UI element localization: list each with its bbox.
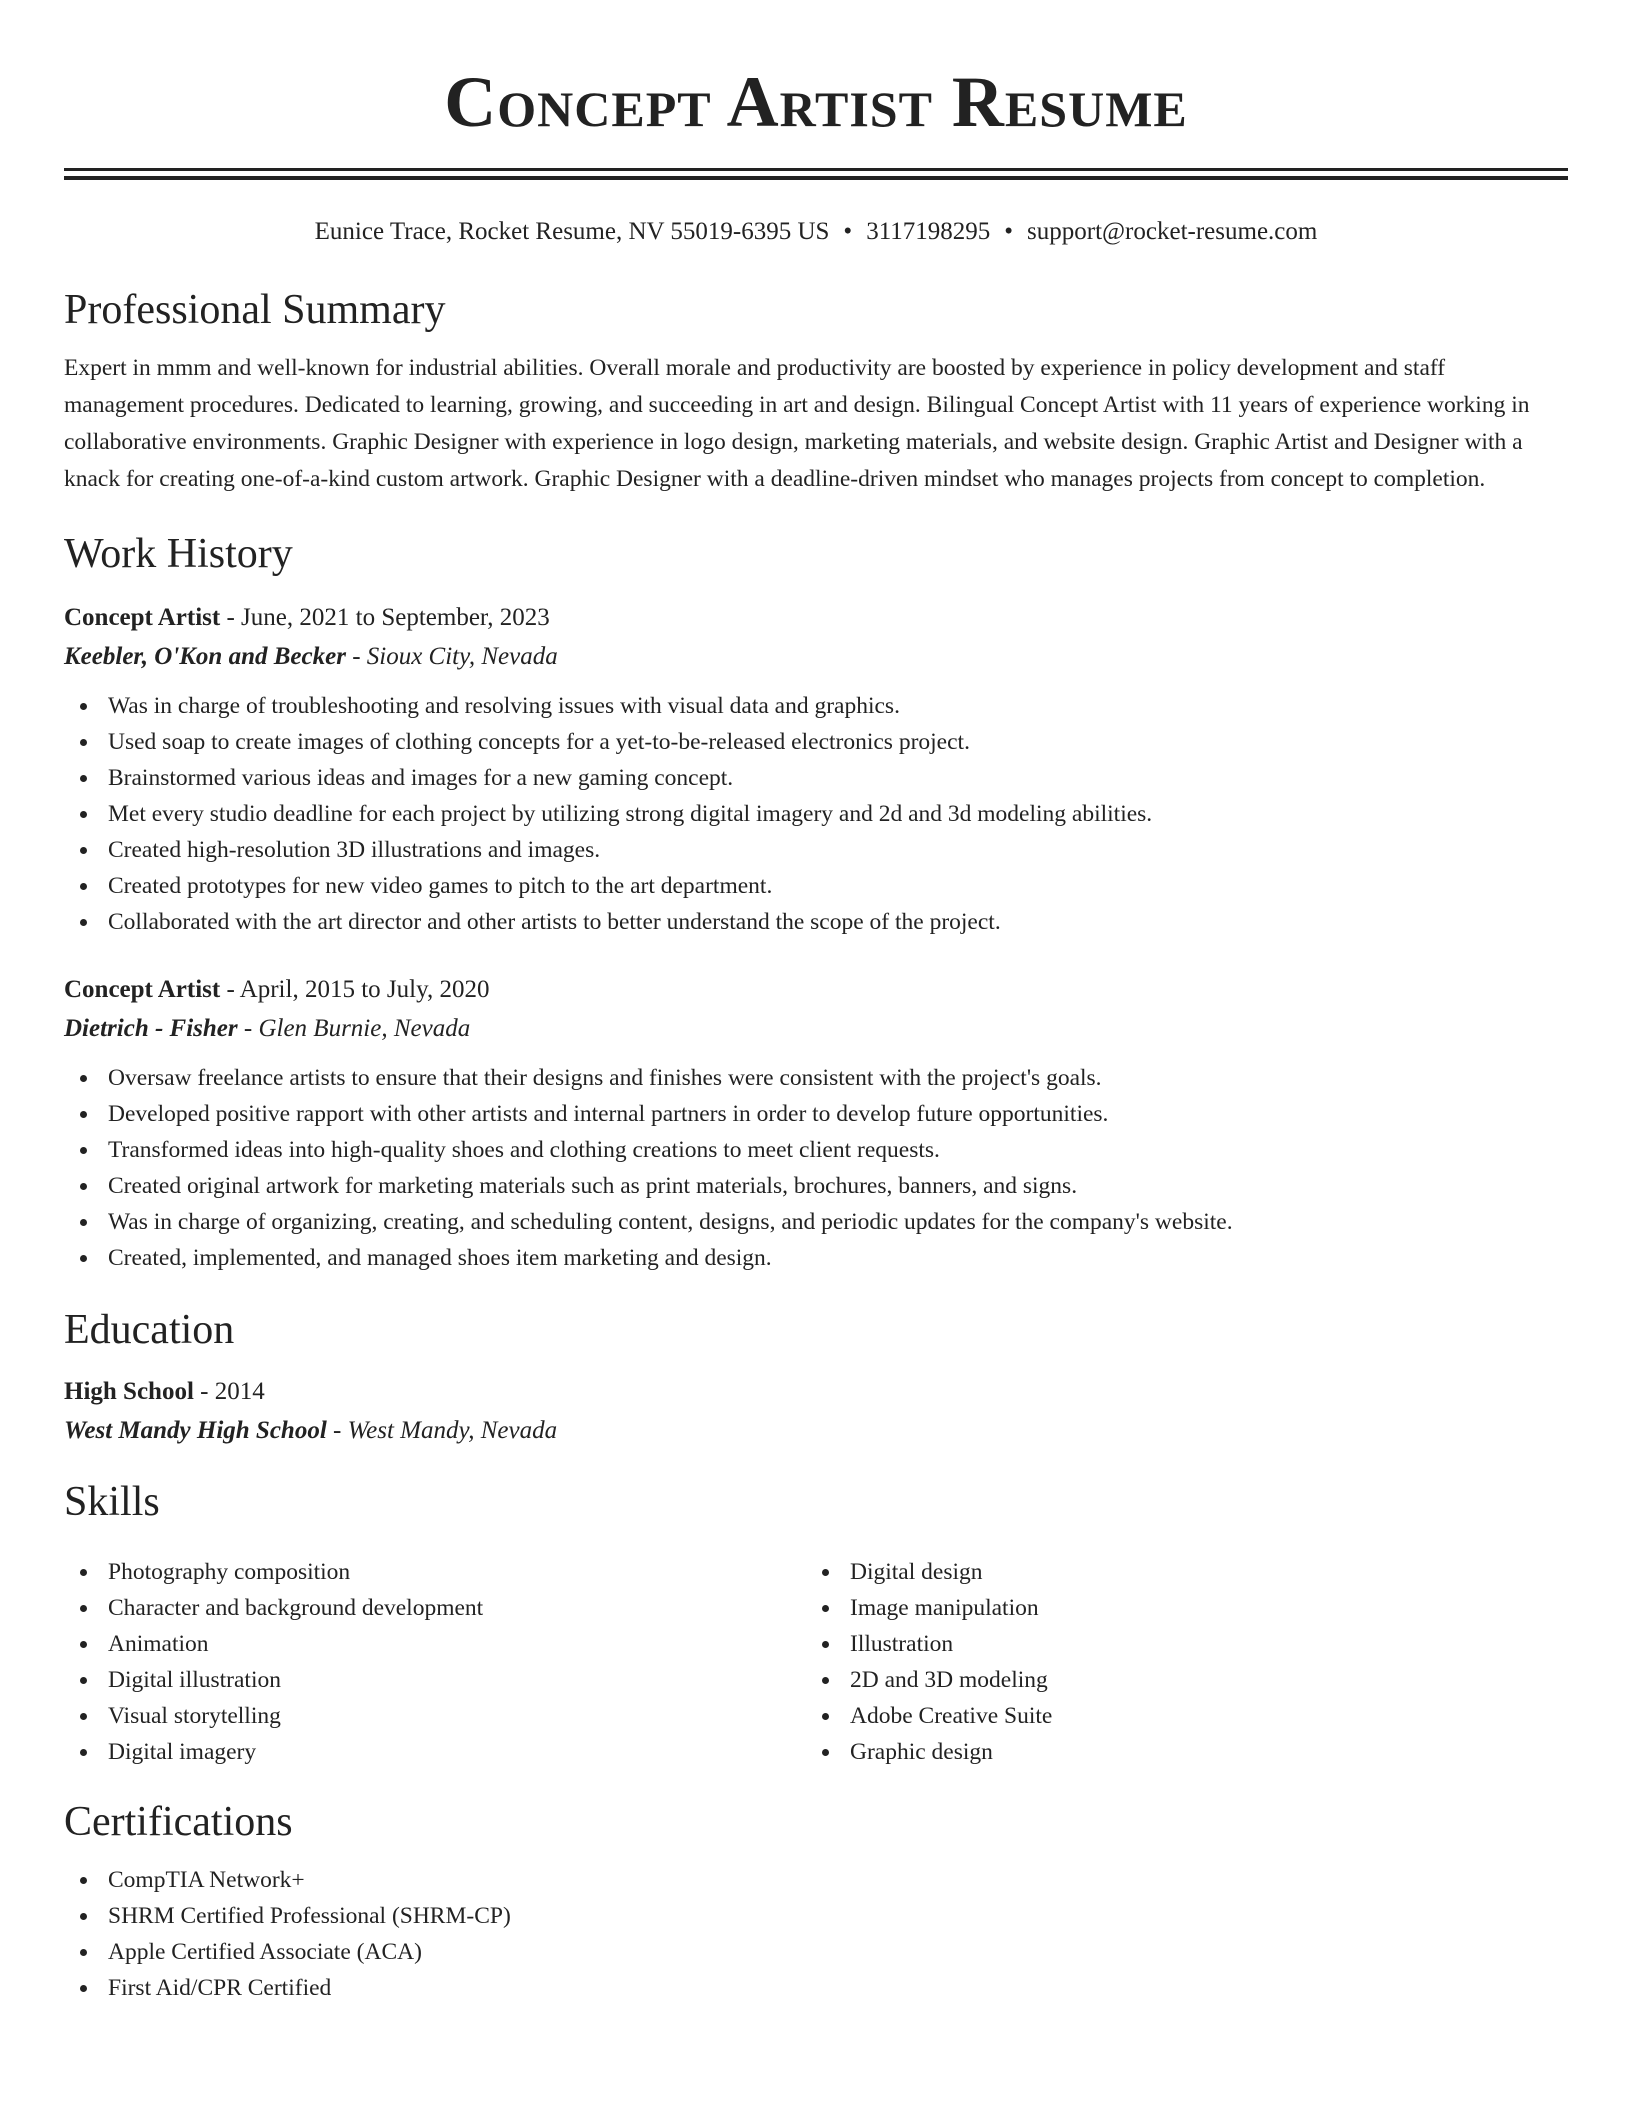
job-location: - Sioux City, Nevada xyxy=(345,643,558,670)
education-degree: High School xyxy=(64,1378,194,1405)
job-company: Keebler, O'Kon and Becker xyxy=(64,643,346,670)
page-title: Concept Artist Resume xyxy=(444,62,1188,142)
contact-phone: 3117198295 xyxy=(866,218,991,245)
job-title: Concept Artist xyxy=(64,976,221,1003)
summary-text: Expert in mmm and well-known for industrial abilities. Overall morale and productivity are boosted by experience in policy development and staff management procedures. Dedicated to learning, growing, and succeeding in art and design. Bilingual Concept Artist with 11 years of experience working in collaborative environments. Graphic Designer with experience in logo design, marketing materials, and website design. Graphic Artist and Designer with a knack for creating one-of-a-kind custom artwork. Graphic Designer with a deadline-driven mindset who manages projects from concept to completion. xyxy=(64,355,1530,492)
list-item: First Aid/CPR Certified xyxy=(64,1970,1568,2006)
list-item: 2D and 3D modeling xyxy=(806,1662,1548,1698)
education-location: - West Mandy, Nevada xyxy=(326,1417,558,1444)
job-company: Dietrich - Fisher xyxy=(64,1015,238,1042)
list-item: Developed positive rapport with other artists and internal partners in order to develop future opportunities. xyxy=(64,1096,1568,1132)
list-item: Visual storytelling xyxy=(64,1698,806,1734)
job-title: Concept Artist xyxy=(64,604,221,631)
skills-columns xyxy=(64,1542,1568,1770)
list-item: CompTIA Network+ xyxy=(64,1862,1568,1898)
job-title-line xyxy=(64,970,1568,1009)
list-item: Brainstormed various ideas and images for a new gaming concept. xyxy=(64,760,1568,796)
job-company-line xyxy=(64,1009,1568,1048)
list-item: Collaborated with the art director and other artists to better understand the scope of the project. xyxy=(64,904,1568,940)
list-item: Photography composition xyxy=(64,1554,806,1590)
education-school: West Mandy High School xyxy=(64,1417,327,1444)
job-entry xyxy=(64,598,1568,940)
list-item: Graphic design xyxy=(806,1734,1548,1770)
job-dates: - April, 2015 to July, 2020 xyxy=(220,976,490,1003)
job-bullet-list xyxy=(64,1060,1568,1276)
education-heading: Education xyxy=(64,1307,235,1353)
list-item: Created prototypes for new video games to pitch to the art department. xyxy=(64,868,1568,904)
list-item: Animation xyxy=(64,1626,806,1662)
skills-list-left xyxy=(64,1554,806,1770)
job-location: - Glen Burnie, Nevada xyxy=(237,1015,471,1042)
job-company-line xyxy=(64,637,1568,676)
list-item: Character and background development xyxy=(64,1590,806,1626)
list-item: Was in charge of troubleshooting and resolving issues with visual data and graphics. xyxy=(64,688,1568,724)
list-item: SHRM Certified Professional (SHRM-CP) xyxy=(64,1898,1568,1934)
list-item: Was in charge of organizing, creating, and scheduling content, designs, and periodic updates for the company's website. xyxy=(64,1204,1568,1240)
list-item: Created, implemented, and managed shoes item marketing and design. xyxy=(64,1240,1568,1276)
job-title-line xyxy=(64,598,1568,637)
contact-email: support@rocket-resume.com xyxy=(1027,218,1318,245)
list-item: Created original artwork for marketing materials such as print materials, brochures, banners, and signs. xyxy=(64,1168,1568,1204)
education-school-line xyxy=(64,1411,1568,1450)
certifications-list xyxy=(64,1862,1568,2006)
title-divider xyxy=(64,168,1568,180)
education-year: - 2014 xyxy=(193,1378,265,1405)
education-entry xyxy=(64,1372,1568,1450)
contact-address: Eunice Trace, Rocket Resume, NV 55019-6395 US xyxy=(314,218,830,245)
skills-heading: Skills xyxy=(64,1479,160,1525)
skills-list-right xyxy=(806,1554,1548,1770)
contact-separator: • xyxy=(843,218,853,245)
job-bullet-list xyxy=(64,688,1568,940)
list-item: Used soap to create images of clothing concepts for a yet-to-be-released electronics project. xyxy=(64,724,1568,760)
list-item: Transformed ideas into high-quality shoes and clothing creations to meet client requests. xyxy=(64,1132,1568,1168)
list-item: Digital illustration xyxy=(64,1662,806,1698)
list-item: Illustration xyxy=(806,1626,1548,1662)
list-item: Digital imagery xyxy=(64,1734,806,1770)
job-entry xyxy=(64,970,1568,1276)
summary-heading: Professional Summary xyxy=(64,287,446,333)
list-item: Oversaw freelance artists to ensure that their designs and finishes were consistent with the project's goals. xyxy=(64,1060,1568,1096)
contact-line xyxy=(64,216,1568,248)
list-item: Digital design xyxy=(806,1554,1548,1590)
list-item: Apple Certified Associate (ACA) xyxy=(64,1934,1568,1970)
list-item: Created high-resolution 3D illustrations and images. xyxy=(64,832,1568,868)
work-history-heading: Work History xyxy=(64,531,293,577)
list-item: Adobe Creative Suite xyxy=(806,1698,1548,1734)
certifications-heading: Certifications xyxy=(64,1799,293,1845)
job-dates: - June, 2021 to September, 2023 xyxy=(220,604,550,631)
education-degree-line xyxy=(64,1372,1568,1411)
list-item: Image manipulation xyxy=(806,1590,1548,1626)
contact-separator: • xyxy=(1004,218,1014,245)
list-item: Met every studio deadline for each project by utilizing strong digital imagery and 2d and 3d modeling abilities. xyxy=(64,796,1568,832)
